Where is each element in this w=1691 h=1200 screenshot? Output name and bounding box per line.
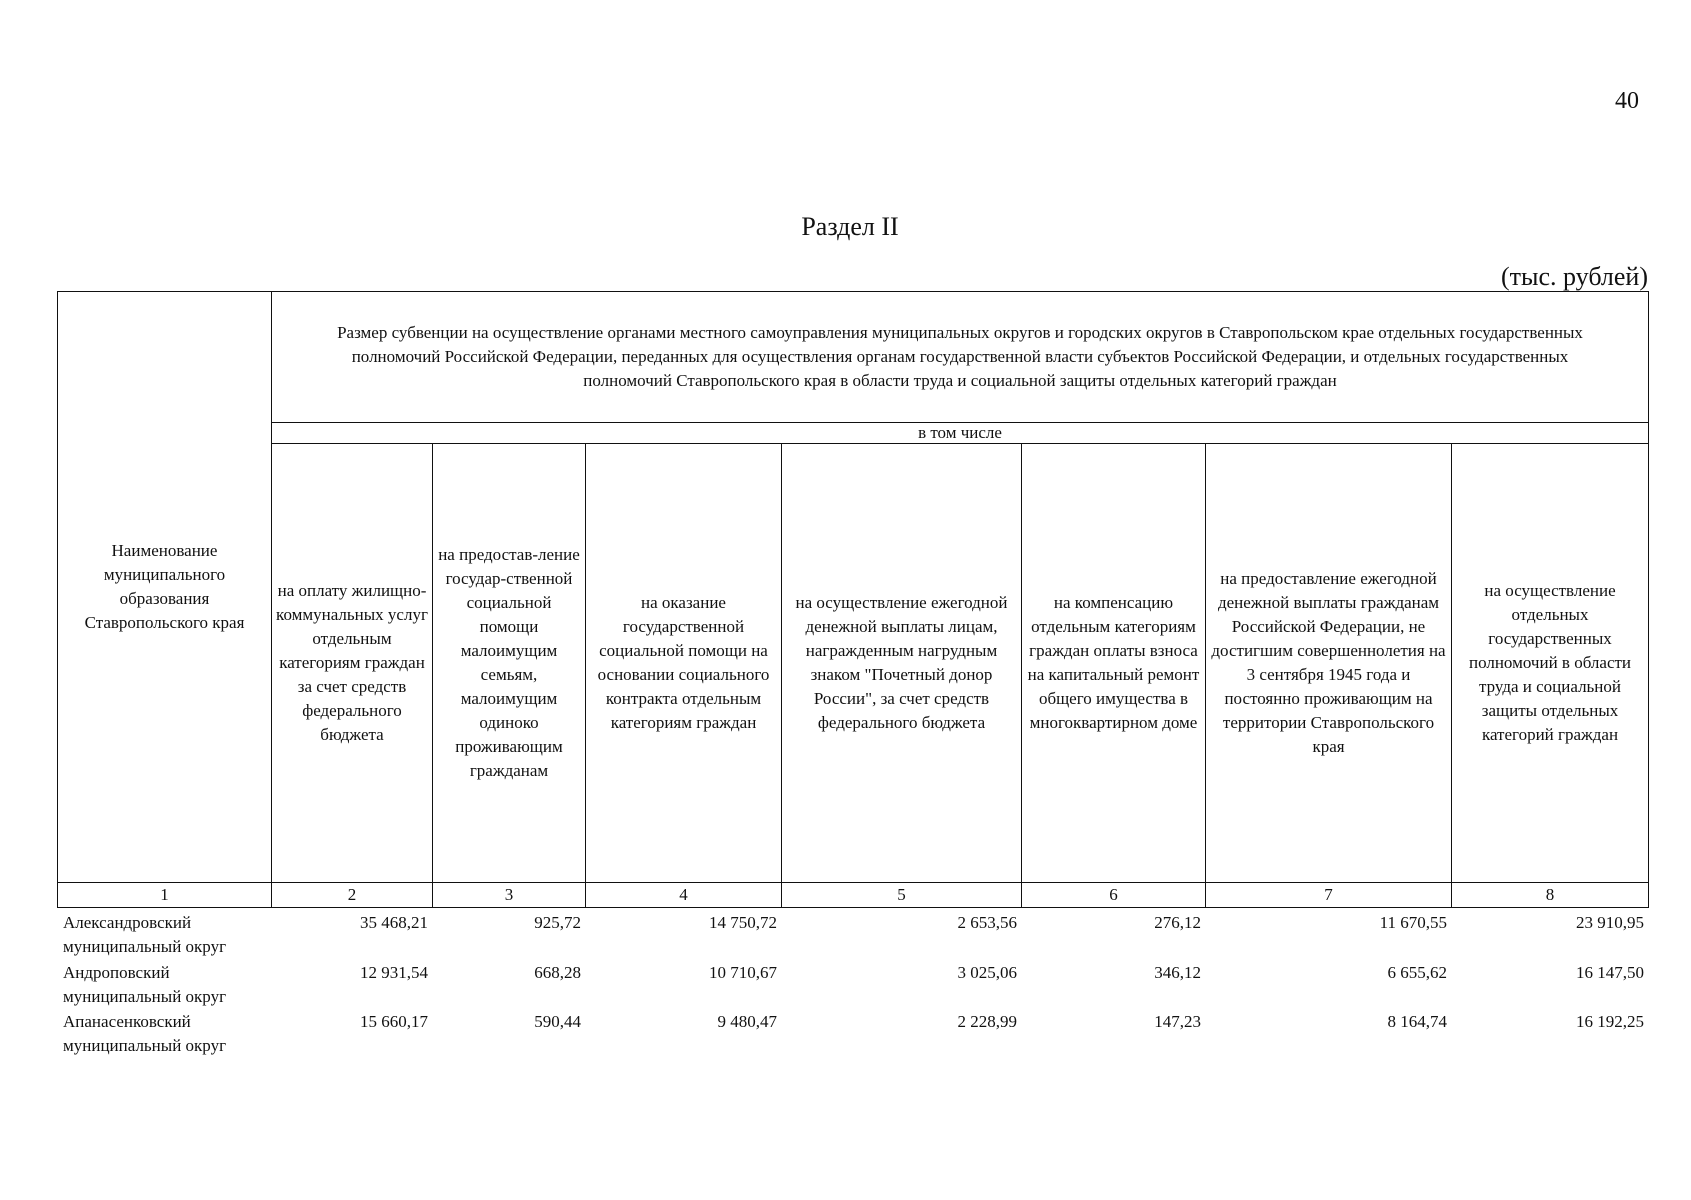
header-column-8: на осуществление отдельных государственных полномочий в области труда и социальной защиты отдельных категорий граждан <box>1452 444 1649 883</box>
header-table <box>57 291 1649 908</box>
row-value: 2 653,56 <box>957 913 1017 932</box>
column-number: 4 <box>586 883 782 908</box>
page-number: 40 <box>1615 88 1639 114</box>
table-row <box>57 1010 1648 1059</box>
row-value: 2 228,99 <box>957 1012 1017 1031</box>
column-number: 1 <box>58 883 272 908</box>
header-column-3: на предостав-ление государ-ственной социальной помощи малоимущим семьям, малоимущим одиноко проживающим гражданам <box>433 444 586 883</box>
header-column-6: на компенсацию отдельным категориям граждан оплаты взноса на капитальный ремонт общего имущества в многоквартирном доме <box>1022 444 1206 883</box>
row-value: 9 480,47 <box>717 1012 777 1031</box>
row-value: 346,12 <box>1154 963 1201 982</box>
row-value: 3 025,06 <box>957 963 1017 982</box>
row-value: 590,44 <box>534 1012 581 1031</box>
row-value: 6 655,62 <box>1387 963 1447 982</box>
data-table <box>57 911 1648 1059</box>
row-value: 147,23 <box>1154 1012 1201 1031</box>
row-value: 23 910,95 <box>1576 913 1644 932</box>
row-value: 16 147,50 <box>1576 963 1644 982</box>
table-row <box>57 961 1648 1010</box>
row-name: Александровский муниципальный округ <box>63 913 227 956</box>
column-number: 5 <box>782 883 1022 908</box>
table-row <box>57 911 1648 961</box>
row-value: 668,28 <box>534 963 581 982</box>
header-including: в том числе <box>272 423 1649 444</box>
column-number: 7 <box>1206 883 1452 908</box>
row-value: 8 164,74 <box>1387 1012 1447 1031</box>
section-title: Раздел II <box>801 212 899 241</box>
row-value: 925,72 <box>534 913 581 932</box>
row-value: 10 710,67 <box>709 963 777 982</box>
row-value: 16 192,25 <box>1576 1012 1644 1031</box>
header-name-column: Наименование муниципального образования Ставропольского края <box>58 292 272 883</box>
column-number: 8 <box>1452 883 1649 908</box>
row-value: 35 468,21 <box>360 913 428 932</box>
row-name: Апанасенковский муниципальный округ <box>63 1012 227 1055</box>
row-value: 15 660,17 <box>360 1012 428 1031</box>
column-number: 6 <box>1022 883 1206 908</box>
header-column-5: на осуществление ежегодной денежной выплаты лицам, награжденным нагрудным знаком "Почетный донор России", за счет средств федерального бюджета <box>782 444 1022 883</box>
unit-label: (тыс. рублей) <box>1500 262 1648 291</box>
header-column-4: на оказание государственной социальной помощи на основании социального контракта отдельным категориям граждан <box>586 444 782 883</box>
column-number: 3 <box>433 883 586 908</box>
row-value: 14 750,72 <box>709 913 777 932</box>
row-name: Андроповский муниципальный округ <box>63 963 227 1006</box>
row-value: 11 670,55 <box>1379 913 1447 932</box>
header-main: Размер субвенции на осуществление органами местного самоуправления муниципальных округов и городских округов в Ставропольском крае отдельных государственных полномочий Российской Федерации, переданных для осуществления органам государственной власти субъектов Российской Федерации, и отдельных государственных полномочий Ставропольского края в области труда и социальной защиты отдельных категорий граждан <box>272 292 1649 423</box>
row-value: 276,12 <box>1154 913 1201 932</box>
header-column-7: на предоставление ежегодной денежной выплаты гражданам Российской Федерации, не достигшим совершеннолетия на 3 сентября 1945 года и постоянно проживающим на территории Ставропольского края <box>1206 444 1452 883</box>
column-number: 2 <box>272 883 433 908</box>
header-column-2: на оплату жилищно-коммунальных услуг отдельным категориям граждан за счет средств федерального бюджета <box>272 444 433 883</box>
row-value: 12 931,54 <box>360 963 428 982</box>
